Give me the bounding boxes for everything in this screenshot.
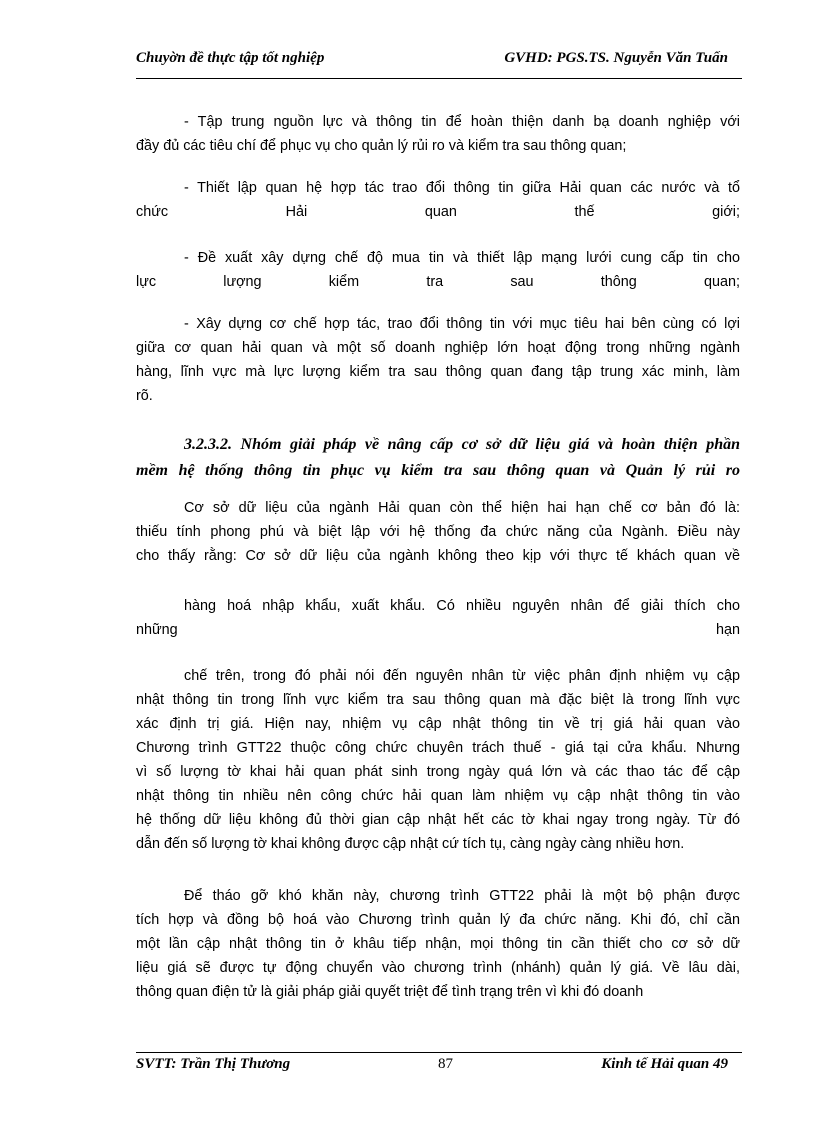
text-line: vì số lượng tờ khai hải quan phát sinh trong ngày quá lớn và các thao tác để cập <box>136 764 740 780</box>
bullet-paragraph-1 <box>136 110 740 158</box>
text-line: chức Hải quan thế giới; <box>136 204 740 220</box>
footer-student: SVTT: Trần Thị Thương <box>136 1056 291 1072</box>
body-paragraph-3 <box>136 664 740 856</box>
text-line: hệ thống dữ liệu không đủ thời gian cập nhật hết các tờ khai ngay trong ngày. Từ đó <box>136 812 740 828</box>
heading-line: 3.2.3.2. Nhóm giải pháp về nâng cấp cơ sở dữ liệu giá và hoàn thiện phần <box>184 436 740 453</box>
page-number: 87 <box>438 1056 453 1072</box>
text-line: một lần cập nhật thông tin ở khâu tiếp nhận, mọi thông tin cần thiết cho cơ sở dữ <box>136 936 740 952</box>
text-line: chế trên, trong đó phải nói đến nguyên nhân từ việc phân định nhiệm vụ cập <box>184 668 740 684</box>
footer-rule <box>136 1052 742 1053</box>
text-line: đầy đủ các tiêu chí để phục vụ cho quản lý rủi ro và kiểm tra sau thông quan; <box>136 138 627 154</box>
text-line: hàng, lĩnh vực mà lực lượng kiểm tra sau thông quan đang tập trung xác minh, làm <box>136 364 740 380</box>
text-line: - Đề xuất xây dựng chế độ mua tin và thiết lập mạng lưới cung cấp tin cho <box>184 250 740 266</box>
text-line: - Thiết lập quan hệ hợp tác trao đổi thông tin giữa Hải quan các nước và tổ <box>184 180 740 196</box>
text-line: Để tháo gỡ khó khăn này, chương trình GTT22 phải là một bộ phận được <box>184 888 740 904</box>
text-line: những hạn <box>136 622 740 638</box>
body-paragraph-1 <box>136 496 740 568</box>
text-line: giữa cơ quan hải quan và một số doanh nghiệp lớn hoạt động trong những ngành <box>136 340 740 356</box>
header-rule <box>136 78 742 79</box>
text-line: nhật thông tin trong lĩnh vực kiểm tra sau thông quan mà đặc biệt là trong lĩnh vực <box>136 692 740 708</box>
footer-class: Kinh tế Hải quan 49 <box>601 1056 728 1072</box>
text-line: xác định trị giá. Hiện nay, nhiệm vụ cập nhật thông tin về trị giá hải quan vào <box>136 716 740 732</box>
text-line: dẫn đến số lượng tờ khai không được cập nhật cứ tích tụ, càng ngày càng nhiều hơn. <box>136 836 685 852</box>
body-paragraph-4 <box>136 884 740 1004</box>
text-line: thiếu tính phong phú và biệt lập với hệ thống đa chức năng của Ngành. Điều này <box>136 524 740 540</box>
bullet-paragraph-4 <box>136 312 740 408</box>
text-line: - Tập trung nguồn lực và thông tin để hoàn thiện danh bạ doanh nghiệp với <box>184 114 740 130</box>
bullet-paragraph-3 <box>136 246 740 294</box>
text-line: cho thấy rằng: Cơ sở dữ liệu của ngành không theo kịp với thực tế khách quan về <box>136 548 740 564</box>
bullet-paragraph-2 <box>136 176 740 224</box>
header-report-title: Chuyờn đề thực tập tốt nghiệp <box>136 50 325 66</box>
text-line: liệu giá sẽ được tự động chuyển vào chương trình (nhánh) quản lý giá. Về lâu dài, <box>136 960 740 976</box>
page-footer <box>136 1056 742 1078</box>
text-line: nhật thông tin nhiều nên công chức hải quan làm nhiệm vụ cập nhật thông tin vào <box>136 788 740 804</box>
text-line: Chương trình GTT22 thuộc công chức chuyên trách thuế - giá tại cửa khẩu. Nhưng <box>136 740 740 756</box>
text-line: rõ. <box>136 388 153 404</box>
text-line: thông quan điện tử là giải pháp giải quyết triệt để tình trạng trên vì khi đó doanh <box>136 984 644 1000</box>
text-line: tích hợp và đồng bộ hoá vào Chương trình quản lý đa chức năng. Khi đó, chỉ cần <box>136 912 740 928</box>
body-paragraph-2 <box>136 594 740 642</box>
section-heading <box>136 432 740 484</box>
page-header <box>136 50 742 72</box>
text-line: lực lượng kiểm tra sau thông quan; <box>136 274 740 290</box>
text-line: - Xây dựng cơ chế hợp tác, trao đổi thông tin với mục tiêu hai bên cùng có lợi <box>184 316 740 332</box>
heading-line: mềm hệ thống thông tin phục vụ kiểm tra sau thông quan và Quản lý rủi ro <box>136 462 740 479</box>
text-line: hàng hoá nhập khẩu, xuất khẩu. Có nhiều nguyên nhân để giải thích cho <box>184 598 740 614</box>
header-supervisor: GVHD: PGS.TS. Nguyễn Văn Tuấn <box>504 50 728 66</box>
text-line: Cơ sở dữ liệu của ngành Hải quan còn thể hiện hai hạn chế cơ bản đó là: <box>184 500 740 516</box>
